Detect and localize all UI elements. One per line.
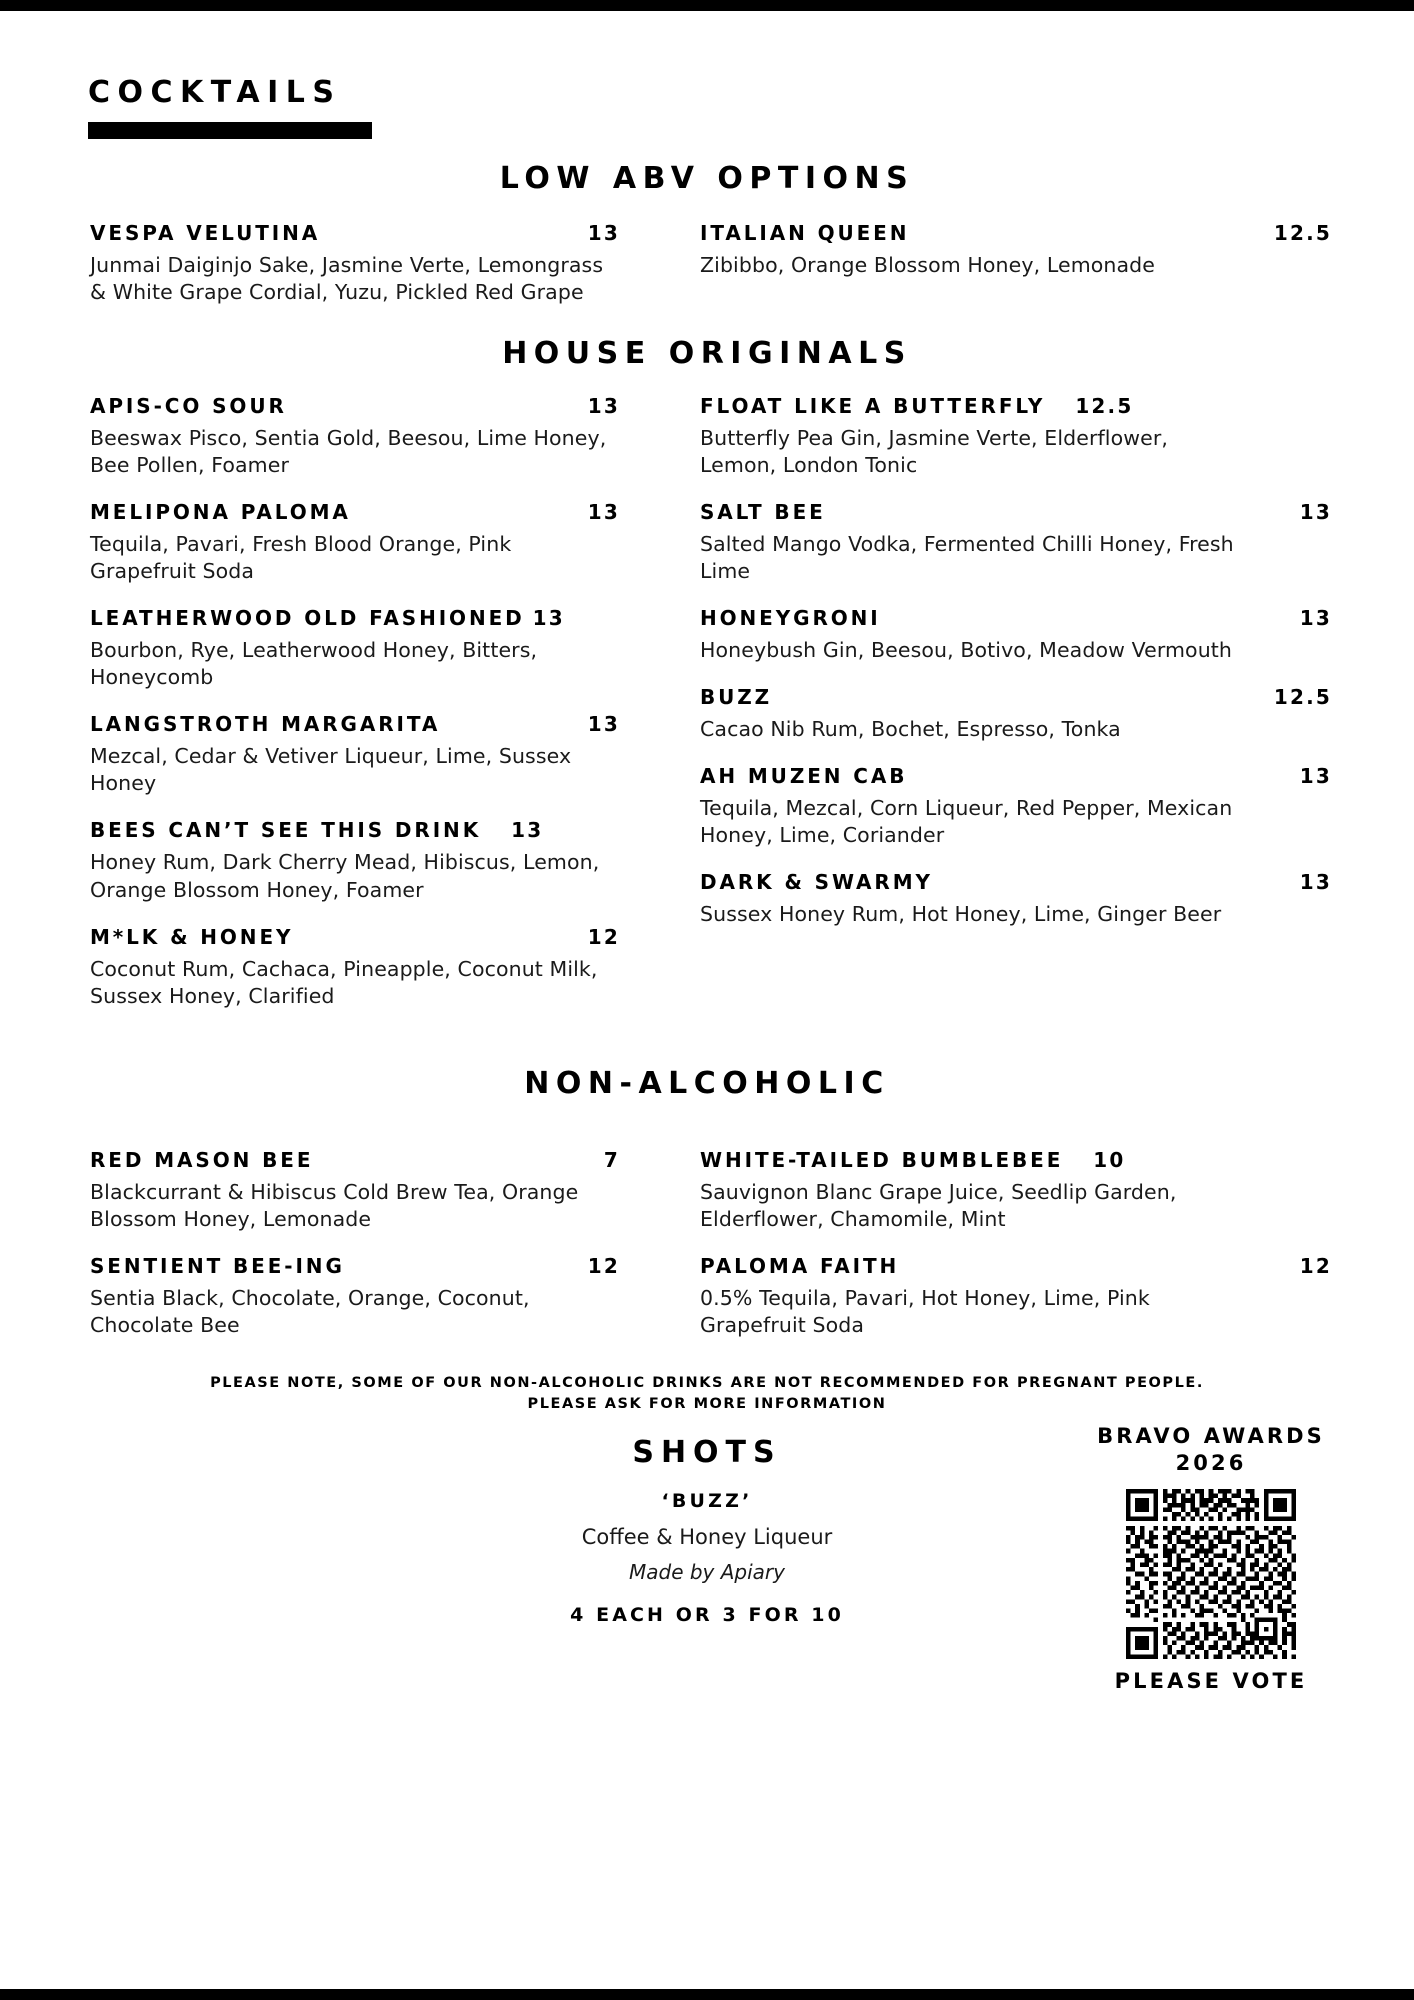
- drink-name: LANGSTROTH MARGARITA: [90, 712, 441, 737]
- drink-price: 13: [587, 712, 620, 737]
- drink-header: [700, 686, 1332, 709]
- house-originals-left-column: [90, 395, 620, 1010]
- section-low-abv: [0, 222, 1414, 306]
- awards-block: [1076, 1423, 1346, 1693]
- drink-description: Sussex Honey Rum, Hot Honey, Lime, Ginger Beer: [700, 902, 1222, 927]
- shots-item-description: Coffee & Honey Liqueur: [581, 1524, 833, 1549]
- drink-item: [90, 607, 620, 691]
- drink-header: [90, 1149, 620, 1172]
- drink-description: Junmai Daiginjo Sake, Jasmine Verte, Lemongrass & White Grape Cordial, Yuzu, Pickled Red Grape: [90, 253, 604, 305]
- drink-price: 13: [1299, 606, 1332, 631]
- drink-description: Honey Rum, Dark Cherry Mead, Hibiscus, Lemon, Orange Blossom Honey, Foamer: [90, 850, 600, 902]
- awards-vote-label: PLEASE VOTE: [1114, 1668, 1308, 1693]
- drink-header: [90, 819, 620, 842]
- section-heading-house-originals: HOUSE ORIGINALS: [502, 336, 912, 372]
- drink-item: [90, 395, 620, 479]
- drink-description: Honeybush Gin, Beesou, Botivo, Meadow Vermouth: [700, 638, 1233, 663]
- drink-price: 13: [511, 818, 544, 843]
- awards-title: BRAVO AWARDS: [1097, 1423, 1325, 1448]
- drink-price: 12.5: [1273, 221, 1332, 245]
- drink-price: 13: [1299, 764, 1332, 789]
- drink-item: [90, 1255, 620, 1339]
- qr-code-icon[interactable]: [1126, 1489, 1296, 1659]
- shots-item-name: ‘BUZZ’: [661, 1489, 753, 1512]
- drink-item: [90, 222, 620, 306]
- drink-description: Cacao Nib Rum, Bochet, Espresso, Tonka: [700, 717, 1121, 742]
- top-black-bar: [0, 0, 1414, 11]
- drink-description: Sentia Black, Chocolate, Orange, Coconut, Chocolate Bee: [90, 1285, 530, 1337]
- drink-name: FLOAT LIKE A BUTTERFLY: [700, 394, 1046, 419]
- drink-description: Mezcal, Cedar & Vetiver Liqueur, Lime, Sussex Honey: [90, 744, 572, 796]
- drink-description: Beeswax Pisco, Sentia Gold, Beesou, Lime Honey, Bee Pollen, Foamer: [90, 426, 607, 478]
- drink-name: WHITE-TAILED BUMBLEBEE: [700, 1147, 1064, 1172]
- drink-header: [90, 926, 620, 949]
- drink-item: [90, 501, 620, 585]
- drink-name: ITALIAN QUEEN: [700, 221, 910, 245]
- drink-description: Sauvignon Blanc Grape Juice, Seedlip Garden, Elderflower, Chamomile, Mint: [700, 1179, 1177, 1231]
- drink-name: PALOMA FAITH: [700, 1253, 900, 1278]
- low-abv-right-column: [700, 222, 1332, 306]
- drink-header: [90, 1255, 620, 1278]
- non-alcoholic-right-column: [700, 1149, 1332, 1339]
- section-house-originals: [0, 395, 1414, 1010]
- footnote-line-2: PLEASE ASK FOR MORE INFORMATION: [527, 1395, 887, 1412]
- title-underline-rule: [88, 122, 372, 139]
- menu-content: [0, 11, 1414, 1735]
- awards-year: 2026: [1175, 1450, 1247, 1475]
- drink-name: LEATHERWOOD OLD FASHIONED: [90, 606, 525, 631]
- section-heading-non-alcoholic: NON-ALCOHOLIC: [524, 1065, 890, 1101]
- drink-header: [90, 222, 620, 245]
- section-heading-low-abv: LOW ABV OPTIONS: [499, 161, 915, 196]
- drink-item: [700, 871, 1332, 928]
- drink-item: [700, 501, 1332, 585]
- non-alcoholic-left-column: [90, 1149, 620, 1339]
- drink-price: 12.5: [1075, 394, 1134, 419]
- drink-description: 0.5% Tequila, Pavari, Hot Honey, Lime, Pink Grapefruit Soda: [700, 1285, 1150, 1337]
- drink-price: 7: [603, 1147, 620, 1172]
- footer-area: [0, 1423, 1414, 1735]
- bottom-black-bar: [0, 1989, 1414, 2000]
- drink-item: [700, 765, 1332, 849]
- drink-item: [700, 607, 1332, 664]
- shots-maker: Made by Apiary: [628, 1559, 785, 1584]
- drink-item: [90, 819, 620, 903]
- house-originals-right-column: [700, 395, 1332, 1010]
- drink-description: Zibibbo, Orange Blossom Honey, Lemonade: [700, 253, 1155, 277]
- drink-description: Tequila, Mezcal, Corn Liqueur, Red Pepper, Mexican Honey, Lime, Coriander: [700, 796, 1233, 848]
- allergen-footnote: [0, 1373, 1414, 1415]
- drink-name: APIS-CO SOUR: [90, 394, 287, 419]
- drink-price: 12: [587, 924, 620, 949]
- drink-header: [700, 501, 1332, 524]
- drink-header: [700, 1255, 1332, 1278]
- shots-heading: SHOTS: [632, 1434, 782, 1470]
- drink-item: [700, 1255, 1332, 1339]
- drink-name: AH MUZEN CAB: [700, 764, 908, 789]
- drink-name: DARK & SWARMY: [700, 870, 933, 895]
- low-abv-left-column: [90, 222, 620, 306]
- drink-header: [700, 607, 1332, 630]
- drink-price: 13: [1299, 870, 1332, 895]
- page-title: COCKTAILS: [88, 75, 342, 110]
- drink-item: [700, 1149, 1332, 1233]
- drink-name: MELIPONA PALOMA: [90, 500, 351, 525]
- drink-header: [700, 765, 1332, 788]
- drink-header: [700, 871, 1332, 894]
- drink-name: BEES CAN’T SEE THIS DRINK: [90, 818, 482, 843]
- drink-description: Salted Mango Vodka, Fermented Chilli Honey, Fresh Lime: [700, 532, 1234, 584]
- drink-price: 13: [1299, 500, 1332, 525]
- drink-name: VESPA VELUTINA: [90, 221, 321, 245]
- masthead: [0, 11, 1414, 139]
- drink-name: RED MASON BEE: [90, 1147, 314, 1172]
- drink-item: [90, 713, 620, 797]
- drink-header: [700, 222, 1332, 245]
- drink-price: 12: [1299, 1253, 1332, 1278]
- drink-name: HONEYGRONI: [700, 606, 881, 631]
- drink-header: [90, 395, 620, 418]
- drink-header: [90, 501, 620, 524]
- drink-price: 12: [587, 1253, 620, 1278]
- drink-header: [700, 1149, 1332, 1172]
- drink-header: [90, 713, 620, 736]
- footnote-line-1: PLEASE NOTE, SOME OF OUR NON-ALCOHOLIC DRINKS ARE NOT RECOMMENDED FOR PREGNANT PEOPLE.: [210, 1374, 1204, 1391]
- drink-header: [700, 395, 1332, 418]
- drink-price: 13: [587, 221, 620, 245]
- drink-name: SENTIENT BEE-ING: [90, 1253, 345, 1278]
- drink-header: [90, 607, 620, 630]
- drink-description: Tequila, Pavari, Fresh Blood Orange, Pink Grapefruit Soda: [90, 532, 512, 584]
- drink-item: [90, 926, 620, 1010]
- drink-price: 13: [587, 394, 620, 419]
- drink-item: [700, 686, 1332, 743]
- drink-name: SALT BEE: [700, 500, 826, 525]
- drink-description: Coconut Rum, Cachaca, Pineapple, Coconut Milk, Sussex Honey, Clarified: [90, 956, 598, 1008]
- drink-item: [700, 395, 1332, 479]
- drink-description: Bourbon, Rye, Leatherwood Honey, Bitters, Honeycomb: [90, 638, 538, 690]
- drink-price: 13: [587, 500, 620, 525]
- section-non-alcoholic: [0, 1149, 1414, 1339]
- drink-description: Blackcurrant & Hibiscus Cold Brew Tea, Orange Blossom Honey, Lemonade: [90, 1179, 579, 1231]
- drink-price: 10: [1093, 1147, 1126, 1172]
- drink-price: 12.5: [1273, 685, 1332, 710]
- drink-item: [90, 1149, 620, 1233]
- shots-price: 4 EACH OR 3 FOR 10: [570, 1603, 844, 1626]
- drink-name: BUZZ: [700, 685, 773, 710]
- drink-item: [700, 222, 1332, 279]
- drink-name: M*LK & HONEY: [90, 924, 294, 949]
- drink-price: 13: [532, 606, 565, 631]
- drink-description: Butterfly Pea Gin, Jasmine Verte, Elderflower, Lemon, London Tonic: [700, 426, 1168, 478]
